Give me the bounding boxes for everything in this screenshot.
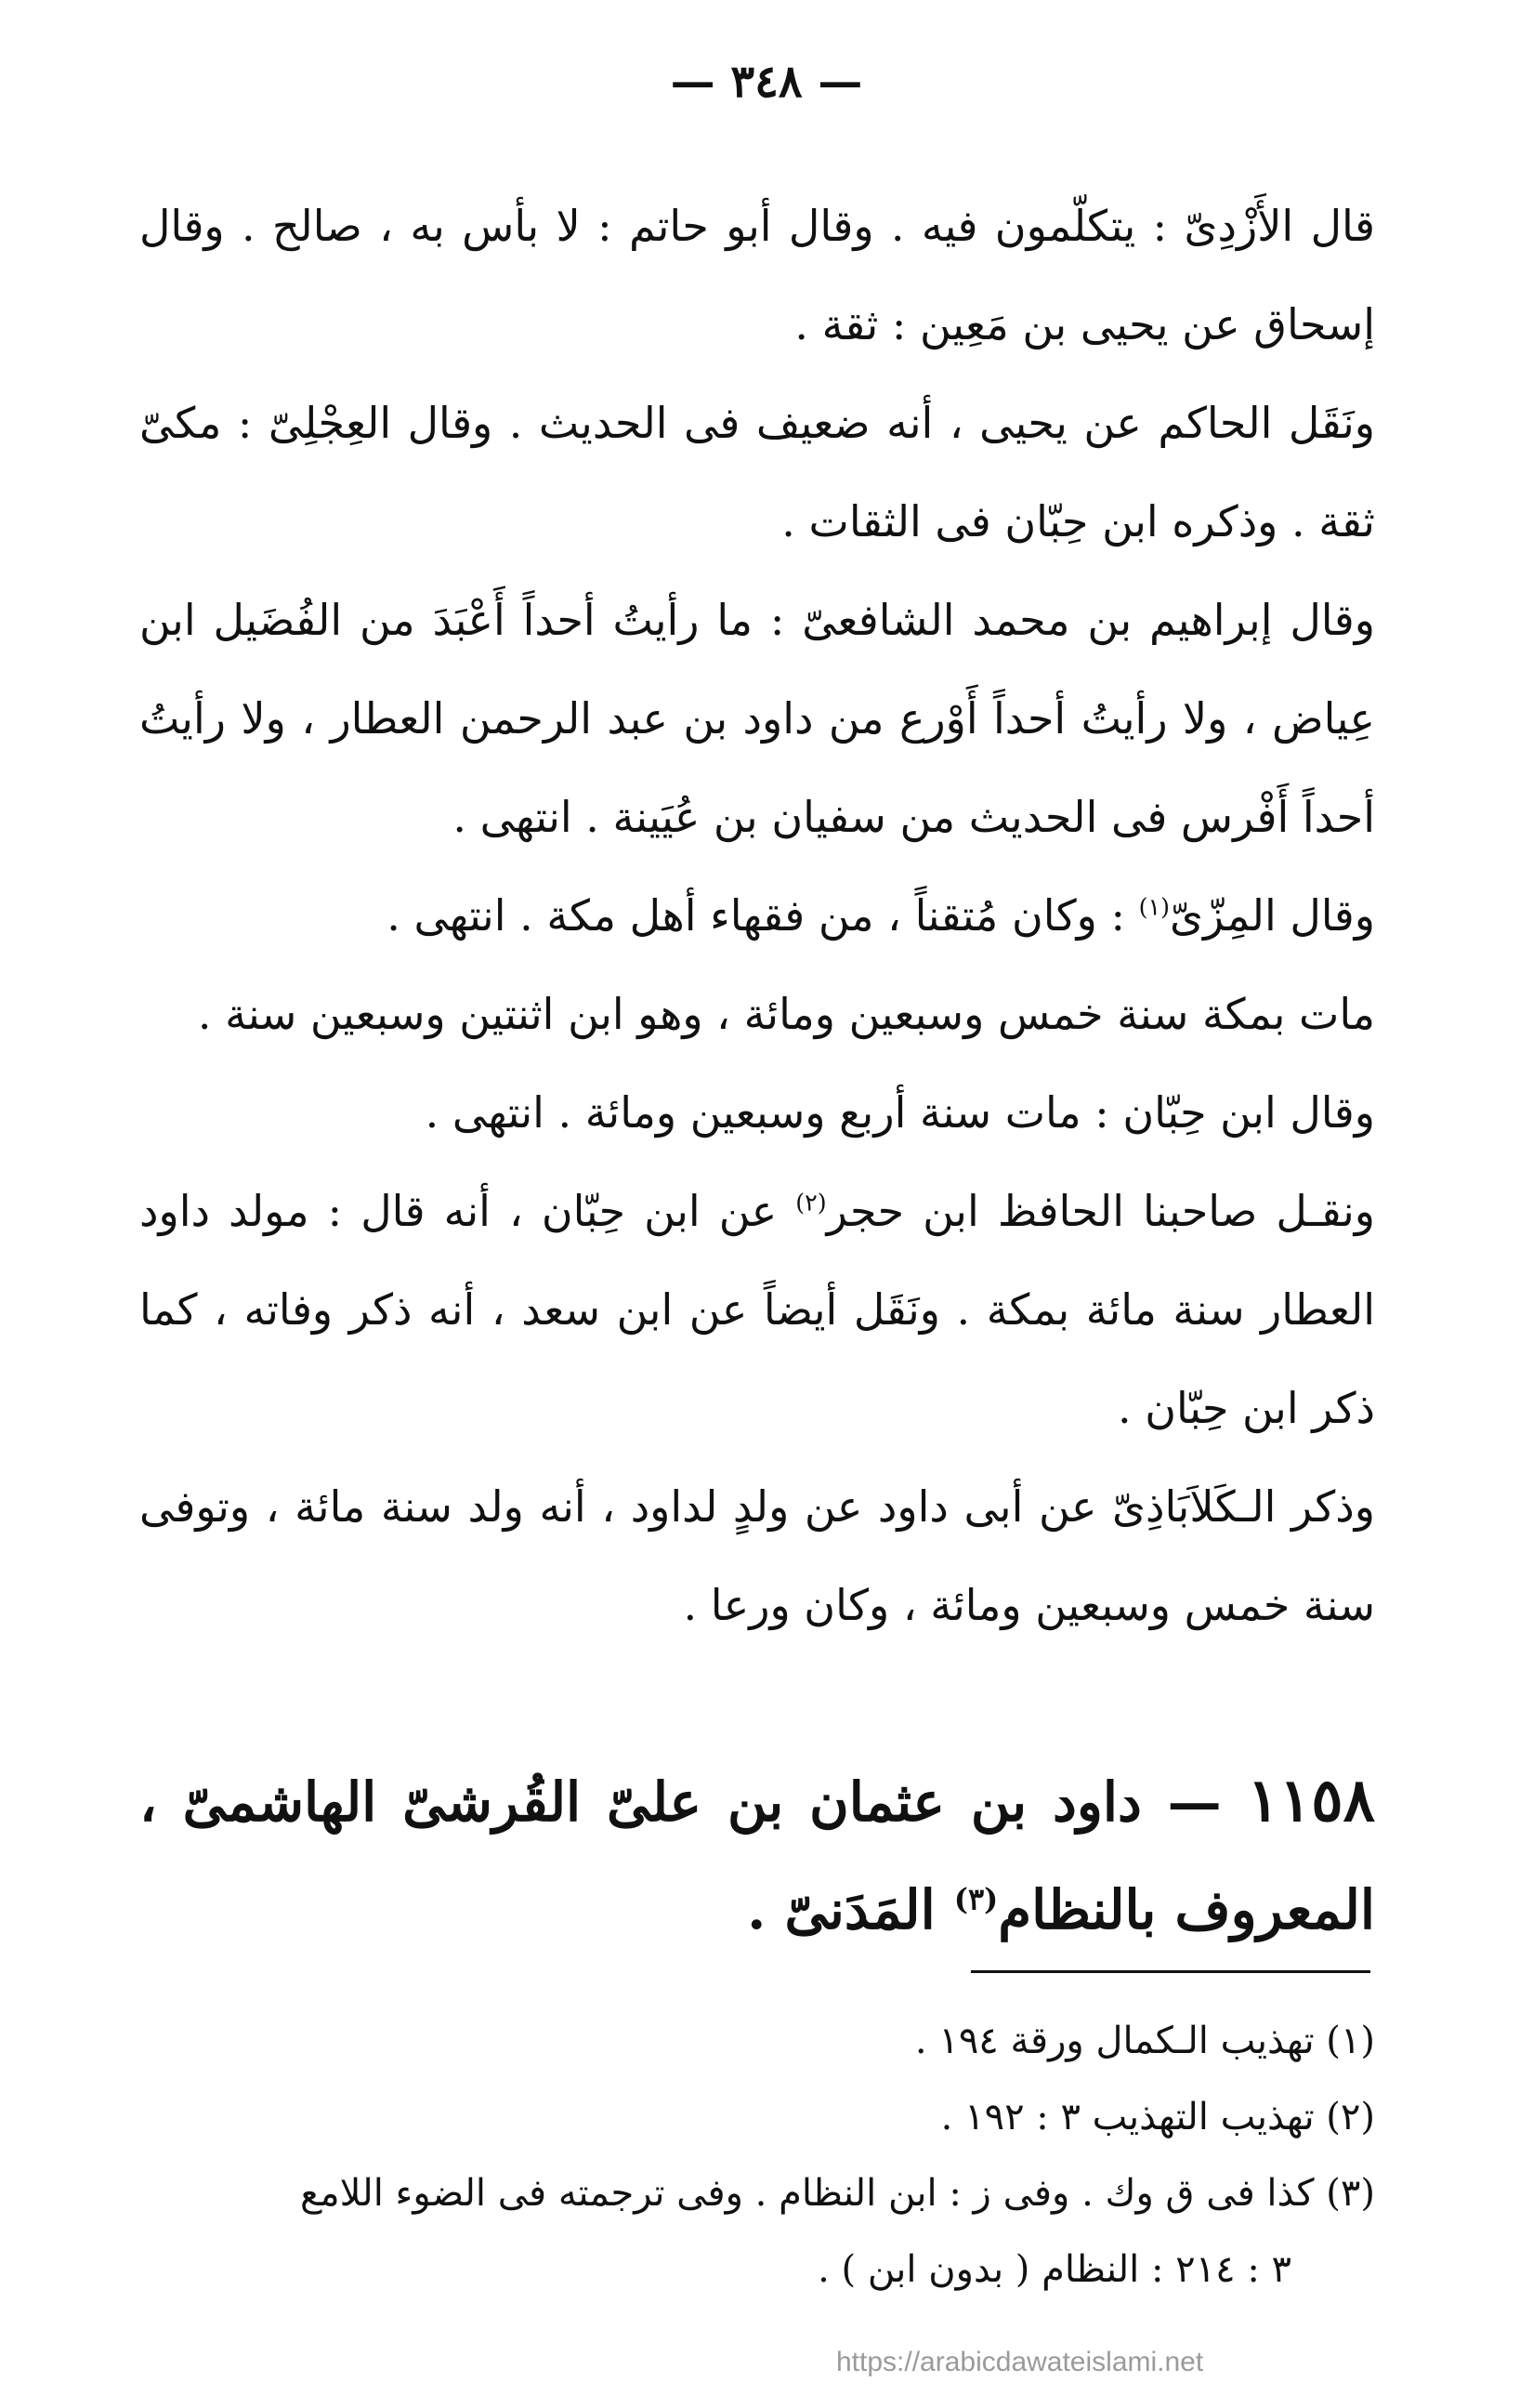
paragraph — [139, 1162, 1375, 1457]
footnote-divider — [971, 1970, 1370, 1973]
paragraph-text: وقال المِزّىّ — [1169, 890, 1375, 941]
footnote: (٢) تهذيب التهذيب ٣ : ١٩٢ . — [940, 2096, 1375, 2138]
page-number: — ٣٤٨ — — [670, 56, 863, 108]
body-text — [139, 177, 1375, 1654]
paragraph — [139, 866, 1375, 965]
entry-heading — [139, 1747, 1375, 1964]
footnote-ref: (٢) — [795, 1189, 827, 1217]
paragraph: وقال إبراهيم بن محمد الشافعىّ : ما رأيتُ أحداً أَعْبَدَ من الفُضَيل ابن عِياض ، ولا رأيتُ أحداً أَوْرع من داود بن عبد الرحمن العطار ، ولا رأيتُ أحداً أَفْرس فى الحديث من سفيان بن عُيَينة . انتهى . — [139, 595, 1375, 842]
footnote-ref: (١) — [1138, 893, 1170, 921]
paragraph: ونَقَل الحاكم عن يحيى ، أنه ضعيف فى الحديث . وقال العِجْلِىّ : مكىّ ثقة . وذكره ابن حِبّان فى الثقات . — [139, 398, 1375, 546]
paragraph-text: عن ابن حِبّان ، أنه قال : مولد داود العطار سنة مائة بمكة . ونَقَل أيضاً عن ابن سعد ، أنه ذكر وفاته ، كما ذكر ابن حِبّان . — [139, 1186, 1375, 1433]
footnote: (٣) كذا فى ق وك . وفى ز : ابن النظام . وفى ترجمته فى الضوء اللامع — [299, 2172, 1375, 2215]
footnote: (١) تهذيب الـكمال ورقة ١٩٤ . — [914, 2020, 1375, 2062]
footnote-continuation: ٣ : ٢١٤ : النظام ( بدون ابن ) . — [818, 2248, 1291, 2291]
watermark-url: https://arabicdawateislami.net — [836, 2347, 1204, 2377]
paragraph: قال الأَزْدِىّ : يتكلّمون فيه . وقال أبو حاتم : لا بأس به ، صالح . وقال إسحاق عن يحيى بن مَعِين : ثقة . — [139, 201, 1375, 349]
entry-number: ١١٥٨ — [1247, 1766, 1375, 1836]
entry-text: المَدَنىّ . — [747, 1878, 954, 1941]
footnote-ref: (٣) — [953, 1881, 999, 1917]
paragraph: وقال ابن حِبّان : مات سنة أربع وسبعين ومائة . انتهى . — [425, 1087, 1375, 1138]
footnotes — [139, 2003, 1375, 2308]
paragraph-text: : وكان مُتقناً ، من فقهاء أهل مكة . انتهى . — [387, 890, 1139, 941]
paragraph-text: ونقـل صاحبنا الحافظ ابن حجر — [826, 1186, 1375, 1236]
entry-text: — داود بن عثمان بن علىّ القُرشىّ الهاشمىّ ، المعروف بالنظام — [139, 1770, 1375, 1941]
paragraph: وذكر الـكَلاَبَاذِىّ عن أبى داود عن ولدٍ لداود ، أنه ولد سنة مائة ، وتوفى سنة خمس وسبعين ومائة ، وكان ورعا . — [139, 1481, 1375, 1630]
paragraph: مات بمكة سنة خمس وسبعين ومائة ، وهو ابن اثنتين وسبعين سنة . — [197, 989, 1375, 1039]
